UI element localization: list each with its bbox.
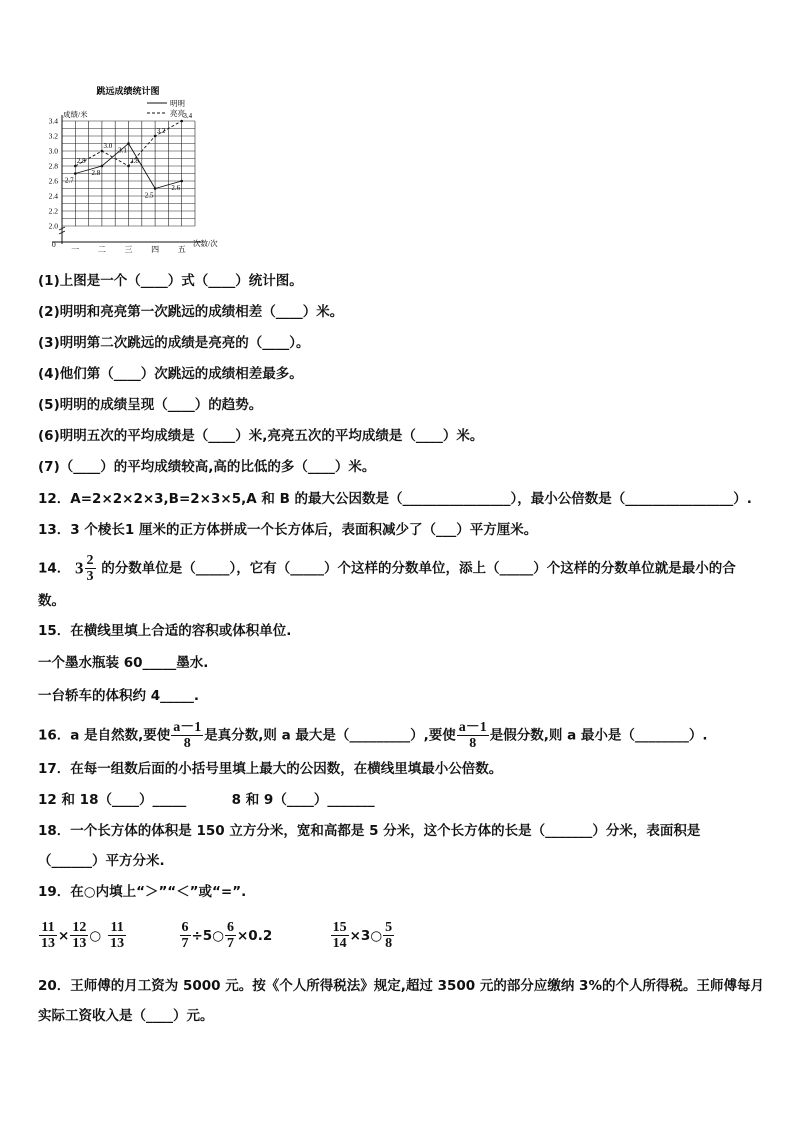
data-label: 3.0 <box>103 142 113 150</box>
q15-line-1: 一个墨水瓶装 60_____墨水. <box>38 655 209 671</box>
q14-fraction-denominator: 3 <box>86 569 94 584</box>
data-label: 3.1 <box>118 146 127 155</box>
q16-fraction-1 <box>171 720 203 751</box>
chart-legend <box>147 99 185 118</box>
series-point <box>154 135 157 138</box>
q19-e2-b-denominator: 7 <box>226 936 234 951</box>
q19-e2-a-numerator: 6 <box>181 920 189 935</box>
data-label: 2.8 <box>76 157 86 165</box>
q19-expression-2 <box>179 920 277 951</box>
q14-fraction <box>85 553 96 584</box>
q11-part-2: (2)明明和亮亮第一次跳远的成绩相差（____）米。 <box>38 304 344 320</box>
q16-fraction-2-numerator: a－1 <box>458 720 487 735</box>
q19-expressions <box>38 920 395 951</box>
question-12: 12．A=2×2×2×3,B=2×3×5,A 和 B 的最大公因数是（________________），最小公倍数是（________________）. <box>38 491 752 507</box>
q16-part-a: 16．a 是自然数,要使 <box>38 727 171 744</box>
q14-text: 的分数单位是（_____），它有（_____）个这样的分数单位，添上（_____）个这样的分数单位就是最小的合 <box>101 560 736 577</box>
q19-e3-operator: ×3○ <box>349 927 383 944</box>
chart-origin-label: 0 <box>52 240 56 249</box>
q19-e1-b-denominator: 13 <box>72 936 87 951</box>
q11-part-5: (5)明明的成绩呈现（____）的趋势。 <box>38 397 263 413</box>
q11-part-1: (1)上图是一个（____）式（____）统计图。 <box>38 273 303 289</box>
q19-e3-b-numerator: 5 <box>385 920 393 935</box>
q11-part-3: (3)明明第二次跳远的成绩是亮亮的（____）。 <box>38 335 310 351</box>
q14-number: 14． <box>38 560 71 577</box>
series-point <box>180 120 183 123</box>
series-point <box>101 150 104 153</box>
chart-xlabel: 次数/次 <box>193 239 218 248</box>
q11-part-7: (7)（____）的平均成绩较高,高的比低的多（____）米。 <box>38 459 376 475</box>
y-tick-label: 2.6 <box>48 176 58 186</box>
q14-fraction-numerator: 2 <box>86 553 94 568</box>
y-tick-label: 3.4 <box>48 116 58 126</box>
q19-e1-c-numerator: 11 <box>110 920 124 935</box>
y-tick-label: 2.4 <box>48 191 58 201</box>
chart-grid <box>52 115 201 244</box>
q11-part-6: (6)明明五次的平均成绩是（____）米,亮亮五次的平均成绩是（____）米。 <box>38 428 484 444</box>
q17-group-2: 8 和 9（____）_______ <box>231 792 375 808</box>
data-label: 2.8 <box>130 157 139 165</box>
data-label: 3.2 <box>156 127 166 135</box>
chart-title: 跳远成绩统计图 <box>96 86 160 96</box>
q15-title: 15．在横线里填上合适的容积或体积单位. <box>38 623 292 639</box>
q16-part-c: 是假分数,则 a 最小是（________）. <box>489 727 708 744</box>
jump-score-line-chart <box>30 78 230 258</box>
q19-expression-3 <box>330 920 395 951</box>
q19-e1-fraction-b <box>70 920 88 951</box>
q17-title: 17．在每一组数后面的小括号里填上最大的公因数，在横线里填最小公倍数。 <box>38 761 503 777</box>
series-point <box>154 187 157 190</box>
q19-e1-fraction-c <box>108 920 126 951</box>
question-13: 13．3 个棱长1 厘米的正方体拼成一个长方体后，表面积减少了（___）平方厘米。 <box>38 522 538 538</box>
chart-ylabel: 成绩/米 <box>63 110 88 119</box>
q19-e2-b-numerator: 6 <box>226 920 234 935</box>
q19-expression-1 <box>38 920 132 951</box>
q20-line-1: 20．王师傅的月工资为 5000 元。按《个人所得税法》规定,超过 3500 元的部分应缴纳 3%的个人所得税。王师傅每月 <box>38 978 764 994</box>
q18-line-2: （______）平方分米. <box>38 853 165 869</box>
q19-e2-operator: ÷5○ <box>191 927 224 944</box>
q19-e3-b-denominator: 8 <box>385 936 393 951</box>
q19-e1-operator: × <box>58 927 70 944</box>
q19-e2-fraction-a <box>180 920 191 951</box>
q19-e1-circle: ○ <box>89 927 102 944</box>
q17-groups <box>38 790 375 810</box>
q19-e1-a-denominator: 13 <box>41 936 55 951</box>
q19-e2-tail: ×0.2 <box>236 927 273 944</box>
legend-label: 亮亮 <box>170 109 185 118</box>
q16-part-b: 是真分数,则 a 最大是（_________）,要使 <box>204 727 456 744</box>
x-tick-label: 五 <box>177 245 186 254</box>
data-label: 2.6 <box>171 184 181 192</box>
q19-e3-a-denominator: 14 <box>332 936 347 951</box>
series-point <box>74 165 77 168</box>
q19-e2-fraction-b <box>225 920 236 951</box>
q19-e1-fraction-a <box>39 920 57 951</box>
q11-part-4: (4)他们第（____）次跳远的成绩相差最多。 <box>38 366 303 382</box>
series-point <box>127 165 130 168</box>
q19-title: 19．在○内填上“＞”“＜”或“=”. <box>38 884 247 900</box>
q16-fraction-1-denominator: 8 <box>183 736 191 751</box>
y-tick-label: 2.8 <box>48 161 58 171</box>
series-point <box>101 165 104 168</box>
x-tick-label: 二 <box>97 245 106 254</box>
q20-line-2: 实际工资收入是（____）元。 <box>38 1008 214 1024</box>
data-label: 2.8 <box>91 169 101 177</box>
q19-e1-c-denominator: 13 <box>110 936 125 951</box>
q19-e1-a-numerator: 11 <box>41 920 55 935</box>
q18-line-1: 18．一个长方体的体积是 150 立方分米，宽和高都是 5 分米，这个长方体的长是（_______）分米，表面积是 <box>38 823 701 839</box>
q19-e3-a-numerator: 15 <box>332 920 347 935</box>
q16-fraction-2-denominator: 8 <box>469 736 477 751</box>
y-tick-label: 2.0 <box>48 221 58 231</box>
x-tick-label: 一 <box>71 245 80 254</box>
series-point <box>180 180 183 183</box>
q19-e2-a-denominator: 7 <box>181 936 189 951</box>
y-tick-label: 3.0 <box>48 146 58 156</box>
data-label: 2.5 <box>144 191 154 200</box>
legend-label: 明明 <box>170 99 185 108</box>
series-point <box>74 172 77 175</box>
x-tick-label: 三 <box>124 245 133 254</box>
series-point <box>127 142 130 145</box>
q16-fraction-2 <box>457 720 489 751</box>
q15-line-2: 一台轿车的体积约 4_____. <box>38 688 199 704</box>
q19-e3-fraction-a <box>331 920 349 951</box>
question-16 <box>38 720 708 751</box>
y-tick-label: 2.2 <box>48 206 58 216</box>
q14-continuation: 数。 <box>38 593 65 609</box>
y-tick-label: 3.2 <box>48 131 58 141</box>
q19-e3-fraction-b <box>383 920 394 951</box>
q19-e1-b-numerator: 12 <box>72 920 87 935</box>
data-label: 3.4 <box>183 112 193 120</box>
q17-group-1: 12 和 18（____）_____ <box>38 792 187 808</box>
q14-mixed-whole: 3 <box>75 558 84 578</box>
q16-fraction-1-numerator: a－1 <box>173 720 202 735</box>
data-label: 2.7 <box>64 176 74 185</box>
x-tick-label: 四 <box>151 245 160 254</box>
question-14 <box>38 553 736 584</box>
